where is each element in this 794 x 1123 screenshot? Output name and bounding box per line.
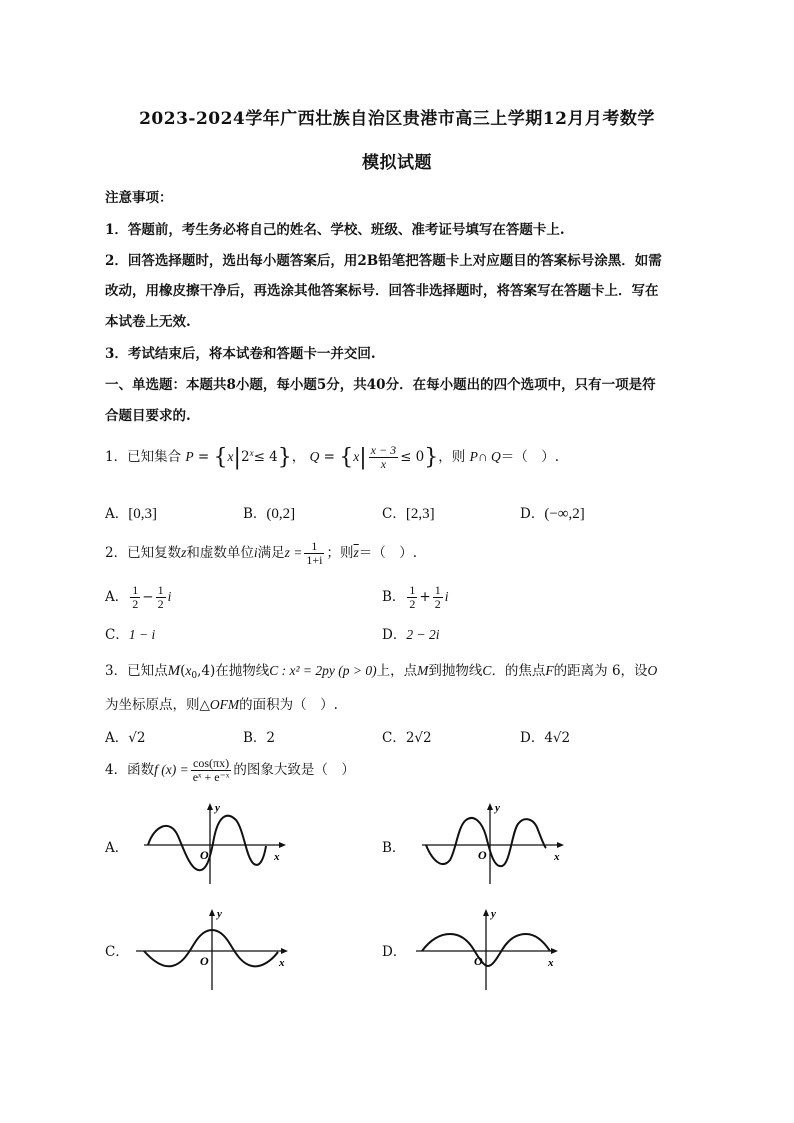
- q3-f: F: [545, 663, 554, 678]
- q2-option-c-label: C．: [105, 627, 129, 643]
- q4-graph-b-origin: O: [478, 848, 487, 862]
- page-title-line1: 2023-2024学年广西壮族自治区贵港市高三上学期12月月考数学: [139, 109, 655, 129]
- q4-option-b-label[interactable]: B．: [382, 840, 406, 856]
- q4-graph-c-x-arrow: [281, 948, 288, 954]
- q2-tail: ；则: [326, 545, 354, 561]
- q2-b-num2: 1: [434, 583, 441, 597]
- q4-graph-d-origin: O: [474, 954, 483, 968]
- q3-option-b-label: B．: [243, 730, 267, 746]
- q3-option-a[interactable]: [105, 726, 145, 746]
- notice-heading: 注意事项：: [105, 190, 173, 206]
- q1-set1-var: x: [227, 449, 234, 464]
- question-3-stem-line1: 3．已知点$M(x_0,4)$在抛物线C : x² = 2py (p > 0)上，点M到抛物线C．的焦点F的距离为 6，设O: [105, 663, 658, 681]
- q4-graph-a-curve: [148, 816, 266, 871]
- q3-mid2: 上，点: [376, 663, 418, 679]
- q3-option-c-label: C．: [382, 730, 406, 746]
- q1-set1-base: 2: [240, 449, 250, 465]
- q3-mid: 在抛物线: [215, 663, 270, 679]
- q2-prefix: 2．已知复数: [105, 545, 182, 561]
- q2-eq: z =: [284, 545, 303, 560]
- q4-func: f (x) =: [154, 762, 189, 777]
- q2-option-a-label: A．: [105, 589, 129, 605]
- q4-graph-b[interactable]: [418, 798, 568, 886]
- q1-end: ＝（ ）.: [500, 449, 559, 465]
- q3-ofm: OFM: [209, 697, 240, 712]
- q2-b-den1: 2: [409, 597, 416, 611]
- page-title-line2: 模拟试题: [362, 153, 432, 173]
- q1-prefix: 1．已知集合: [105, 449, 182, 465]
- q4-graph-d[interactable]: [412, 904, 562, 992]
- question-2-stem: [105, 540, 417, 567]
- q3-c: C．: [482, 663, 505, 678]
- q2-frac-num: 1: [304, 540, 324, 554]
- q2-end: ＝（ ）.: [358, 545, 418, 561]
- q4-graph-c-x-label: x: [279, 957, 285, 969]
- q3-mid3: 到抛物线: [428, 663, 483, 679]
- q4-option-d-label[interactable]: D．: [382, 944, 407, 960]
- q2-option-b-label: B．: [382, 589, 406, 605]
- q3-x0: x: [185, 663, 192, 678]
- q2-option-c-value: 1 − i: [128, 627, 156, 642]
- q3-parabola: C : x² = 2py (p > 0): [269, 663, 377, 678]
- q4-end: 的图象大致是（ ）: [233, 762, 355, 778]
- q3-line1: 3．已知点: [105, 663, 168, 679]
- q2-option-d[interactable]: [382, 623, 439, 643]
- q1-option-a-label: A．: [105, 506, 129, 522]
- q2-a-op: −: [142, 589, 154, 605]
- q2-frac-den: 1+i: [306, 553, 323, 567]
- q2-option-c[interactable]: [105, 623, 155, 643]
- q1-option-a[interactable]: [105, 502, 157, 523]
- q3-pt-tail: ,4): [197, 663, 216, 679]
- q2-a-den1: 2: [132, 597, 139, 611]
- q2-option-a[interactable]: [105, 584, 171, 611]
- q3-option-c-value: 2√2: [405, 730, 432, 746]
- q4-graph-c-origin: O: [200, 954, 209, 968]
- q2-b-op: +: [419, 589, 431, 605]
- q2-option-d-label: D．: [382, 627, 407, 643]
- q3-option-d[interactable]: [520, 726, 570, 746]
- q2-a-num1: 1: [132, 583, 139, 597]
- q4-graph-a-y-label: y: [215, 802, 220, 814]
- q1-option-d-value: (−∞,2]: [544, 506, 585, 522]
- q4-prefix: 4．函数: [105, 762, 155, 778]
- q1-option-c[interactable]: [382, 502, 435, 523]
- q3-m: M: [167, 663, 181, 679]
- q2-i: i: [253, 545, 258, 560]
- q1-option-d-label: D．: [520, 506, 545, 522]
- q1-set-q: Q: [309, 449, 320, 464]
- q3-option-b[interactable]: [243, 726, 275, 746]
- q4-graph-a-x-arrow: [279, 842, 286, 848]
- q2-mid2: 满足: [257, 545, 285, 561]
- q4-graph-b-x-arrow: [557, 842, 564, 848]
- q2-b-den2: 2: [434, 597, 441, 611]
- q3-option-d-value: 4√2: [544, 730, 571, 746]
- q4-graph-c-y-arrow: [209, 909, 215, 916]
- q1-option-d[interactable]: [520, 502, 585, 523]
- q1-set1-tail: ≤ 4: [253, 449, 278, 465]
- q4-graph-b-y-label: y: [495, 802, 500, 814]
- q3-option-a-value: √2: [128, 730, 146, 746]
- q4-graph-d-y-label: y: [491, 908, 496, 920]
- q1-option-a-value: [0,3]: [128, 506, 157, 522]
- q2-a-i: i: [167, 589, 172, 604]
- q3-option-c[interactable]: [382, 726, 432, 746]
- q1-intersection: P∩ Q: [469, 449, 501, 464]
- q4-graph-c-curve: [144, 930, 278, 966]
- q4-graph-a-x-label: x: [274, 851, 280, 863]
- q1-frac-den: x: [380, 457, 387, 471]
- notice-1: 1．答题前，考生务必将自己的姓名、学校、班级、准考证号填写在答题卡上.: [105, 222, 565, 238]
- q3-m2: M: [417, 663, 429, 678]
- q4-frac-den: eˣ + e⁻ˣ: [192, 770, 230, 784]
- q1-option-c-value: [2,3]: [405, 506, 435, 522]
- q4-frac-num: cos(πx): [191, 757, 232, 771]
- q3-x0-sub: 0: [191, 671, 198, 681]
- q4-option-a-label[interactable]: A．: [105, 840, 129, 856]
- q3-option-a-label: A．: [105, 730, 129, 746]
- q4-graph-b-y-arrow: [487, 803, 493, 810]
- q2-mid: 和虚数单位: [186, 545, 254, 561]
- q2-a-num2: 1: [157, 583, 164, 597]
- notice-2c: 本试卷上无效.: [105, 314, 191, 330]
- q1-ask: ，则: [438, 449, 466, 465]
- q2-b-i: i: [444, 589, 449, 604]
- notice-2b: 改动，用橡皮擦干净后，再选涂其他答案标号．回答非选择题时，将答案写在答题卡上．写在: [105, 283, 659, 299]
- q4-graph-b-x-label: x: [554, 851, 560, 863]
- q3-option-b-value: 2: [266, 730, 276, 746]
- q3-mid5: 的距离为 6，设: [553, 663, 648, 679]
- q3-o: O: [647, 663, 658, 678]
- q4-graph-a[interactable]: [140, 798, 290, 886]
- q1-option-c-label: C．: [382, 506, 406, 522]
- question-1-stem: 1．已知集合 $P = \{x|2^x\le 4\}$， Q = {x| $\frac{x - 3}{x}$ ≤ 0}，则 P∩ Q＝（ ）.: [105, 443, 559, 471]
- q2-zbar: $\overline{z}$: [353, 545, 359, 560]
- q4-graph-c-y-label: y: [217, 908, 222, 920]
- q4-graph-d-x-arrow: [551, 948, 558, 954]
- q3-mid4: 的焦点: [504, 663, 546, 679]
- q2-b-num1: 1: [409, 583, 416, 597]
- q1-option-b-value: (0,2]: [266, 506, 296, 522]
- section-1-intro-b: 合题目要求的.: [105, 408, 191, 424]
- q4-graph-a-y-arrow: [207, 803, 213, 810]
- notice-2a: 2．回答选择题时，选出每小题答案后，用2B铅笔把答题卡上对应题目的答案标号涂黑．如需: [105, 253, 662, 269]
- q4-graph-d-x-label: x: [548, 957, 554, 969]
- q3-line2-end: 的面积为（ ）.: [239, 697, 338, 713]
- question-3-stem-line2: [105, 693, 338, 713]
- q4-graph-c[interactable]: [132, 904, 292, 992]
- q4-option-c-label[interactable]: C．: [105, 944, 129, 960]
- q2-a-den2: 2: [157, 597, 164, 611]
- q1-set2-var: x: [353, 449, 360, 464]
- notice-3: 3．考试结束后，将本试卷和答题卡一并交回.: [105, 346, 376, 362]
- q2-option-d-value: 2 − 2i: [406, 627, 440, 642]
- section-1-intro-a: 一、单选题：本题共8小题，每小题5分，共40分．在每小题出的四个选项中，只有一项是符: [105, 377, 656, 393]
- q4-graph-a-origin: O: [200, 848, 209, 862]
- q4-graph-d-y-arrow: [483, 909, 489, 916]
- q1-set2-tail: ≤ 0: [400, 449, 425, 465]
- q1-option-b[interactable]: [243, 502, 295, 523]
- q1-set1-exp: x: [249, 448, 254, 458]
- q3-option-d-label: D．: [520, 730, 545, 746]
- q2-z: z: [181, 545, 187, 560]
- question-4-stem: [105, 757, 355, 784]
- q1-set-p: P: [185, 449, 194, 464]
- q1-option-b-label: B．: [243, 506, 267, 522]
- q1-frac-num: x − 3: [370, 443, 397, 457]
- q2-option-b[interactable]: [382, 584, 449, 611]
- q3-line2: 为坐标原点，则△: [105, 697, 210, 713]
